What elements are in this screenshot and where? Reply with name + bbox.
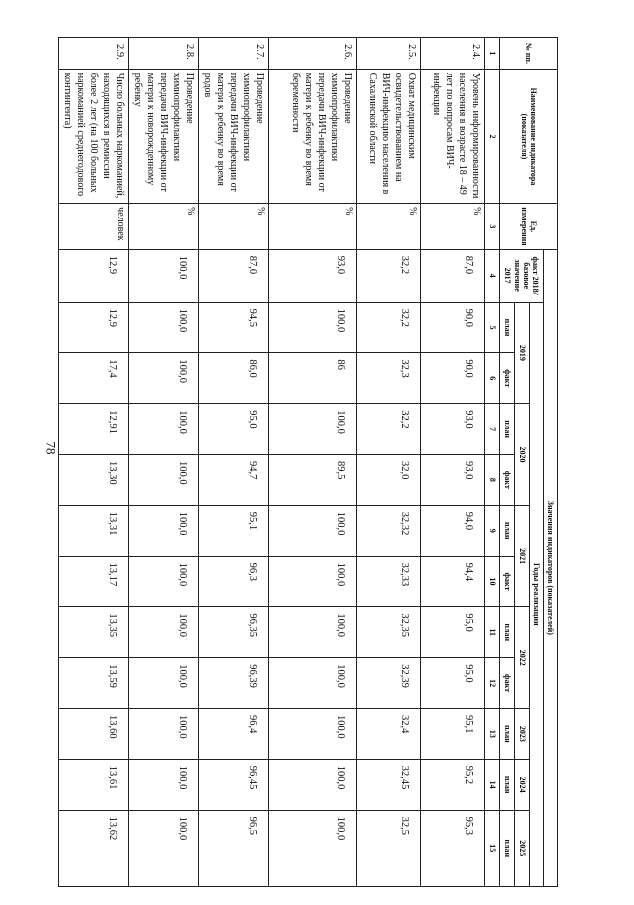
value-cell: 95,0 xyxy=(421,607,485,658)
value-cell: 13,59 xyxy=(59,658,129,709)
value-cell: 95,1 xyxy=(421,708,485,759)
col-number: 14 xyxy=(485,759,500,810)
col-number: 7 xyxy=(485,404,500,455)
value-cell: 96,35 xyxy=(199,607,269,658)
value-cell: 100,0 xyxy=(269,505,357,556)
table-row xyxy=(357,38,421,887)
value-cell: 12,9 xyxy=(59,302,129,353)
value-cell: 100,0 xyxy=(129,607,199,658)
value-cell: 12,9 xyxy=(59,249,129,302)
header-years-group: Годы реализации xyxy=(529,302,543,886)
fact-header: факт xyxy=(500,353,515,404)
rotated-table-wrapper xyxy=(62,37,558,887)
unit-cell: % xyxy=(269,204,357,250)
value-cell: 94,5 xyxy=(199,302,269,353)
plan-header: план xyxy=(500,759,515,810)
value-cell: 86 xyxy=(269,353,357,404)
value-cell: 95,1 xyxy=(199,505,269,556)
value-cell: 32,39 xyxy=(357,658,421,709)
col-number: 3 xyxy=(485,204,500,250)
unit-cell: % xyxy=(357,204,421,250)
col-number: 12 xyxy=(485,658,500,709)
value-cell: 100,0 xyxy=(269,759,357,810)
indicator-name-cell: Уровень информированности населения в возрасте 18 – 49 лет по вопросам ВИЧ-инфекции xyxy=(421,69,485,203)
value-cell: 100,0 xyxy=(129,708,199,759)
indicator-name-cell: Проведение химиопрофилактики передачи ВИЧ-инфекции от матери к новорожденному ребенку xyxy=(129,69,199,203)
unit-cell: % xyxy=(129,204,199,250)
value-cell: 32,2 xyxy=(357,249,421,302)
value-cell: 100,0 xyxy=(129,556,199,607)
value-cell: 89,5 xyxy=(269,455,357,506)
value-cell: 32,4 xyxy=(357,708,421,759)
value-cell: 90,0 xyxy=(421,302,485,353)
indicators-table xyxy=(58,37,558,887)
value-cell: 96,3 xyxy=(199,556,269,607)
value-cell: 100,0 xyxy=(129,455,199,506)
value-cell: 100,0 xyxy=(129,249,199,302)
table-row xyxy=(129,38,199,887)
indicator-name-cell: Проведение химиопрофилактики передачи ВИЧ-инфекции от матери к ребенку во время беременности xyxy=(269,69,357,203)
col-number: 1 xyxy=(485,38,500,70)
year-header: 2024 xyxy=(515,759,529,810)
table-body xyxy=(59,38,485,887)
value-cell: 96,39 xyxy=(199,658,269,709)
value-cell: 93,0 xyxy=(421,455,485,506)
value-cell: 32,3 xyxy=(357,353,421,404)
value-cell: 13,60 xyxy=(59,708,129,759)
value-cell: 96,5 xyxy=(199,810,269,886)
unit-cell: % xyxy=(199,204,269,250)
value-cell: 32,2 xyxy=(357,404,421,455)
plan-header: план xyxy=(500,404,515,455)
value-cell: 100,0 xyxy=(129,302,199,353)
value-cell: 100,0 xyxy=(129,353,199,404)
value-cell: 94,0 xyxy=(421,505,485,556)
value-cell: 32,45 xyxy=(357,759,421,810)
value-cell: 95,3 xyxy=(421,810,485,886)
table-row xyxy=(199,38,269,887)
col-number: 15 xyxy=(485,810,500,886)
value-cell: 87,0 xyxy=(421,249,485,302)
value-cell: 32,35 xyxy=(357,607,421,658)
value-cell: 100,0 xyxy=(129,759,199,810)
value-cell: 13,30 xyxy=(59,455,129,506)
row-id-cell: 2.6. xyxy=(269,38,357,70)
plan-header: план xyxy=(500,810,515,886)
value-cell: 13,31 xyxy=(59,505,129,556)
value-cell: 13,35 xyxy=(59,607,129,658)
unit-cell: % xyxy=(421,204,485,250)
value-cell: 32,0 xyxy=(357,455,421,506)
value-cell: 13,62 xyxy=(59,810,129,886)
value-cell: 32,32 xyxy=(357,505,421,556)
indicator-name-cell: Проведение химиопрофилактики передачи ВИЧ-инфекции от матери к ребенку во время родов xyxy=(199,69,269,203)
value-cell: 95,0 xyxy=(421,658,485,709)
value-cell: 96,4 xyxy=(199,708,269,759)
header-base: факт 2018/базовое значение 2017 xyxy=(500,249,543,302)
value-cell: 100,0 xyxy=(269,658,357,709)
value-cell: 32,2 xyxy=(357,302,421,353)
plan-header: план xyxy=(500,708,515,759)
value-cell: 93,0 xyxy=(269,249,357,302)
col-number: 8 xyxy=(485,455,500,506)
row-id-cell: 2.5. xyxy=(357,38,421,70)
indicator-name-cell: Число больных наркоманией, находящихся в ремиссии более 2 лет (на 100 больных наркоманией среднегодового контингента) xyxy=(59,69,129,203)
value-cell: 100,0 xyxy=(269,708,357,759)
value-cell: 96,45 xyxy=(199,759,269,810)
header-values-group: Значения индикаторов (показателей) xyxy=(543,249,557,886)
row-id-cell: 2.7. xyxy=(199,38,269,70)
fact-header: факт xyxy=(500,556,515,607)
year-header: 2025 xyxy=(515,810,529,886)
indicator-name-cell: Охват медицинским освидетельствованием на ВИЧ-инфекцию населения в Сахалинской области xyxy=(357,69,421,203)
fact-header: факт xyxy=(500,455,515,506)
col-number: 6 xyxy=(485,353,500,404)
plan-header: план xyxy=(500,302,515,353)
year-header: 2019 xyxy=(515,302,529,404)
value-cell: 86,0 xyxy=(199,353,269,404)
table-row xyxy=(59,38,129,887)
header-name: Наименование индикатора (показателя) xyxy=(500,69,558,203)
table-row xyxy=(269,38,357,887)
value-cell: 100,0 xyxy=(129,658,199,709)
row-id-cell: 2.9. xyxy=(59,38,129,70)
value-cell: 100,0 xyxy=(269,607,357,658)
page-number: 78 xyxy=(43,441,59,455)
value-cell: 13,61 xyxy=(59,759,129,810)
value-cell: 100,0 xyxy=(129,505,199,556)
col-number: 9 xyxy=(485,505,500,556)
row-id-cell: 2.8. xyxy=(129,38,199,70)
value-cell: 17,4 xyxy=(59,353,129,404)
fact-header: факт xyxy=(500,658,515,709)
value-cell: 13,17 xyxy=(59,556,129,607)
header-num: № пп. xyxy=(500,38,558,70)
value-cell: 12,91 xyxy=(59,404,129,455)
value-cell: 90,0 xyxy=(421,353,485,404)
value-cell: 100,0 xyxy=(129,404,199,455)
value-cell: 87,0 xyxy=(199,249,269,302)
plan-header: план xyxy=(500,607,515,658)
col-number: 4 xyxy=(485,249,500,302)
plan-header: план xyxy=(500,505,515,556)
value-cell: 94,4 xyxy=(421,556,485,607)
value-cell: 32,33 xyxy=(357,556,421,607)
year-header: 2022 xyxy=(515,607,529,709)
year-header: 2021 xyxy=(515,505,529,607)
col-number: 5 xyxy=(485,302,500,353)
unit-cell: человек xyxy=(59,204,129,250)
year-header: 2020 xyxy=(515,404,529,506)
value-cell: 32,5 xyxy=(357,810,421,886)
header-unit: Ед. измерения xyxy=(500,204,558,250)
value-cell: 100,0 xyxy=(269,302,357,353)
year-header: 2023 xyxy=(515,708,529,759)
value-cell: 95,0 xyxy=(199,404,269,455)
col-number: 10 xyxy=(485,556,500,607)
value-cell: 93,0 xyxy=(421,404,485,455)
table-row xyxy=(421,38,485,887)
value-cell: 100,0 xyxy=(269,556,357,607)
value-cell: 100,0 xyxy=(269,810,357,886)
col-number: 2 xyxy=(485,69,500,203)
value-cell: 100,0 xyxy=(269,404,357,455)
col-number: 13 xyxy=(485,708,500,759)
value-cell: 100,0 xyxy=(129,810,199,886)
value-cell: 94,7 xyxy=(199,455,269,506)
col-number: 11 xyxy=(485,607,500,658)
value-cell: 95,2 xyxy=(421,759,485,810)
row-id-cell: 2.4. xyxy=(421,38,485,70)
